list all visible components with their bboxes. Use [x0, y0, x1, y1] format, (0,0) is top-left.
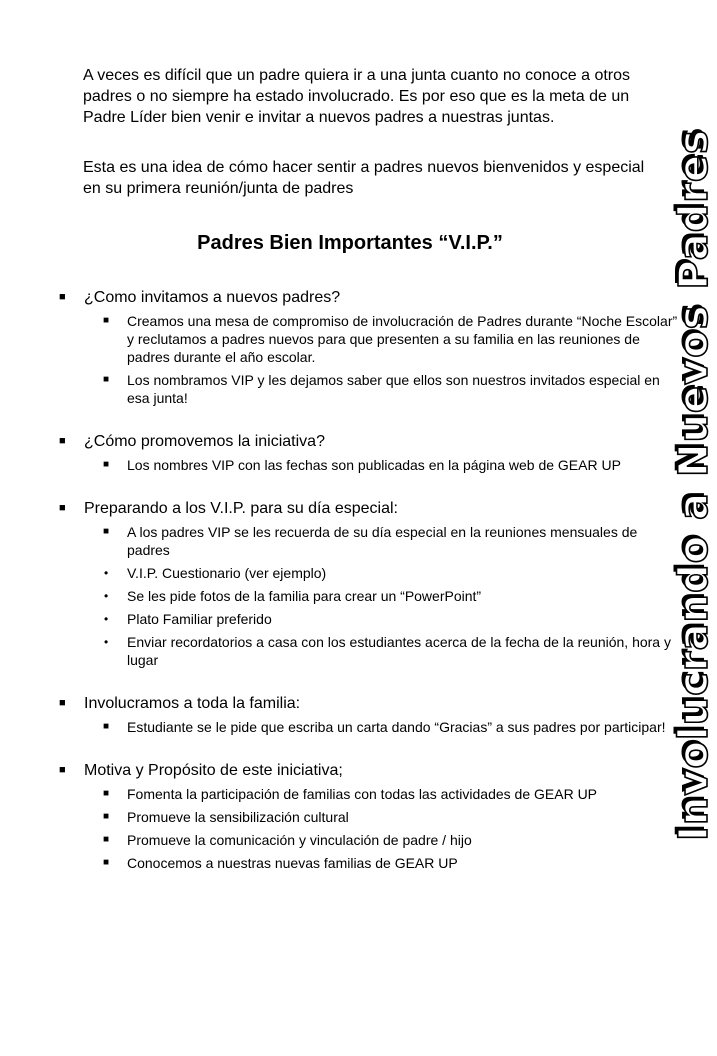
square-bullet-icon: ■: [103, 526, 110, 537]
section-heading-text: Motiva y Propósito de este iniciativa;: [84, 762, 343, 779]
section-heading-text: Preparando a los V.I.P. para su día especial:: [84, 500, 398, 517]
square-bullet-icon: ■: [59, 435, 66, 447]
list-item: [0, 831, 682, 849]
list-item: [0, 808, 682, 826]
section-heading-text: Involucramos a toda la familia:: [84, 695, 301, 712]
square-bullet-icon: ■: [103, 857, 110, 868]
side-title: Involucrando a Nuevos Padres: [671, 129, 717, 841]
list-item-text: Promueve la comunicación y vinculación de padre / hijo: [127, 832, 472, 848]
section-heading-text: ¿Como invitamos a nuevos padres?: [84, 289, 341, 306]
intro-paragraph-1: A veces es difícil que un padre quiera ir a una junta cuanto no conoce a otros padres o no siempre ha estado involucrado. Es por eso que es la meta de un Padre Líder bien venir e invitar a nuevos padres a nuestras juntas.: [83, 67, 631, 126]
list-item-text: Fomenta la participación de familias con todas las actividades de GEAR UP: [127, 786, 598, 802]
section: [0, 760, 660, 872]
section: [0, 287, 678, 407]
list-item: [0, 523, 682, 559]
list-item-text: V.I.P. Cuestionario (ver ejemplo): [127, 565, 327, 581]
square-bullet-icon: ■: [59, 502, 66, 514]
list-item-text: Creamos una mesa de compromiso de involucración de Padres durante “Noche Escolar” y reclutamos a padres nuevos para que presenten a su familia en las reuniones de padres durante el año escolar.: [127, 313, 678, 365]
square-bullet-icon: ■: [103, 788, 110, 799]
section: [0, 431, 660, 474]
list-item: [0, 718, 682, 736]
section-heading-text: ¿Cómo promovemos la iniciativa?: [84, 433, 325, 450]
intro-paragraph-2: Esta es una idea de cómo hacer sentir a padres nuevos bienvenidos y especial en su primera reunión/junta de padres: [83, 159, 645, 197]
list-item-text: Los nombres VIP con las fechas son publicadas en la página web de GEAR UP: [127, 457, 621, 473]
section-heading: [0, 431, 660, 452]
list-item: [0, 633, 682, 669]
list-item: [0, 564, 682, 582]
list-item-text: Los nombramos VIP y les dejamos saber que ellos son nuestros invitados especial en esa junta!: [127, 372, 660, 406]
section-heading: [0, 287, 660, 308]
square-bullet-icon: ■: [103, 721, 110, 732]
list-item: [0, 785, 682, 803]
list-item-text: Promueve la sensibilización cultural: [127, 809, 349, 825]
page-title: Padres Bien Importantes “V.I.P.”: [197, 232, 503, 254]
list-item: [0, 456, 682, 474]
square-bullet-icon: ■: [59, 697, 66, 709]
square-bullet-icon: ■: [59, 291, 66, 303]
section: [0, 693, 666, 736]
section-heading: [0, 693, 660, 714]
list-item: [0, 371, 682, 407]
list-item-text: Enviar recordatorios a casa con los estudiantes acerca de la fecha de la reunión, hora y lugar: [127, 634, 671, 668]
list-item: [0, 587, 682, 605]
list-item: [0, 312, 682, 366]
list-item: [0, 854, 682, 872]
section-heading: [0, 760, 660, 781]
square-bullet-icon: ■: [103, 459, 110, 470]
list-item-text: Estudiante se le pide que escriba un carta dando “Gracias” a sus padres por participar!: [127, 719, 666, 735]
square-bullet-icon: ■: [103, 834, 110, 845]
list-item: [0, 610, 682, 628]
list-item-text: Conocemos a nuestras nuevas familias de GEAR UP: [127, 855, 458, 871]
section: [0, 498, 671, 669]
list-item-text: Plato Familiar preferido: [127, 611, 272, 627]
section-heading: [0, 498, 660, 519]
dot-bullet-icon: •: [104, 589, 109, 603]
square-bullet-icon: ■: [59, 764, 66, 776]
list-item-text: Se les pide fotos de la familia para crear un “PowerPoint”: [127, 588, 482, 604]
dot-bullet-icon: •: [104, 612, 109, 626]
section-list: [0, 287, 678, 896]
dot-bullet-icon: •: [104, 635, 109, 649]
square-bullet-icon: ■: [103, 811, 110, 822]
dot-bullet-icon: •: [104, 566, 109, 580]
list-item-text: A los padres VIP se les recuerda de su día especial en la reuniones mensuales de padres: [127, 524, 638, 558]
square-bullet-icon: ■: [103, 315, 110, 326]
square-bullet-icon: ■: [103, 374, 110, 385]
